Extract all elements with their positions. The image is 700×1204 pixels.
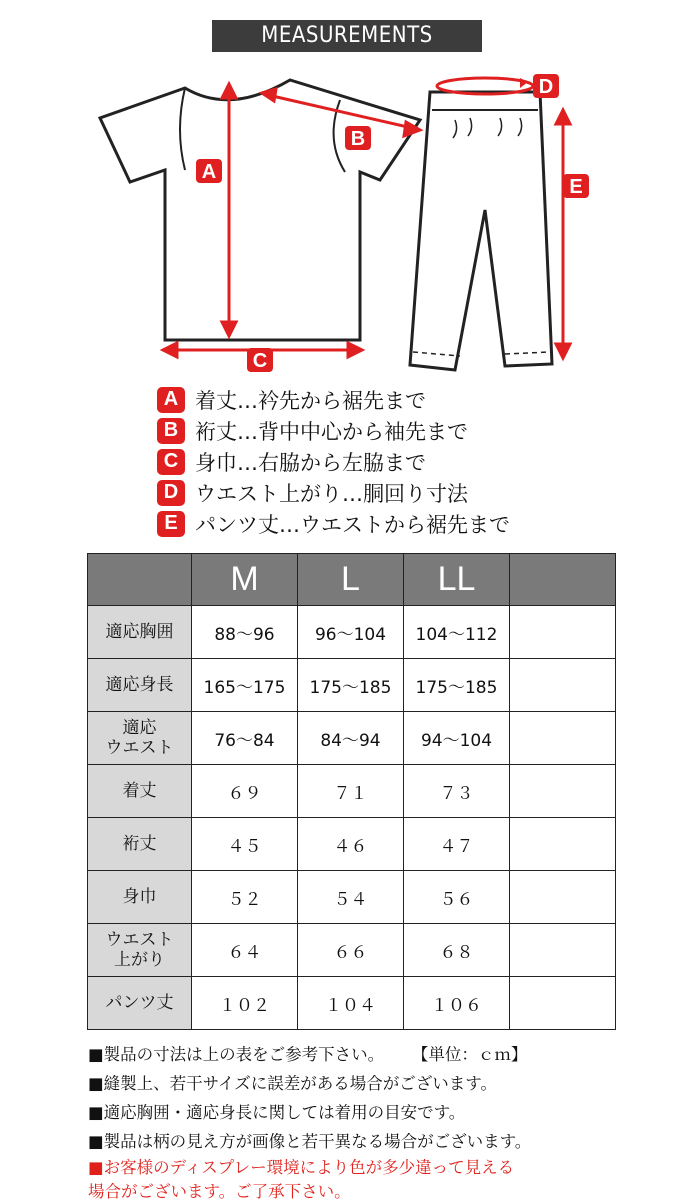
table-cell (510, 871, 616, 924)
size-col-blank (510, 554, 616, 606)
table-cell: ５６ (404, 871, 510, 924)
table-cell: 175～185 (298, 659, 404, 712)
note-display-color: ■お客様のディスプレー環境により色が多少違って見える (88, 1158, 515, 1177)
table-cell (510, 659, 616, 712)
size-col-l: L (298, 554, 404, 606)
legend-badge: D (157, 480, 185, 506)
table-cell: ４７ (404, 818, 510, 871)
table-cell: ５４ (298, 871, 404, 924)
table-cell: ６６ (298, 924, 404, 977)
legend-item-d (157, 477, 510, 508)
unit-label: 【単位：ｃｍ】 (420, 1045, 528, 1064)
legend-text: パンツ丈…ウエストから裾先まで (195, 512, 510, 537)
svg-text:A: A (201, 161, 217, 183)
table-cell: ６９ (192, 765, 298, 818)
note-display-color-2: 場合がございます。ご了承下さい。 (88, 1182, 351, 1201)
row-label: パンツ丈 (88, 977, 192, 1030)
row-label: 身巾 (88, 871, 192, 924)
table-cell: ４６ (298, 818, 404, 871)
svg-text:C: C (252, 350, 268, 372)
table-cell: 96～104 (298, 606, 404, 659)
svg-text:E: E (569, 176, 583, 198)
note-sewing: ■縫製上、若干サイズに誤差がある場合がございます。 (88, 1074, 497, 1093)
row-label: 適応身長 (88, 659, 192, 712)
table-cell: ６８ (404, 924, 510, 977)
marker-e (563, 174, 589, 198)
legend-item-c (157, 446, 510, 477)
table-cell: １０２ (192, 977, 298, 1030)
row-label: 適応 ウエスト (88, 712, 192, 765)
table-cell: ５２ (192, 871, 298, 924)
legend-text: 着丈…衿先から裾先まで (195, 388, 426, 413)
note-fit: ■適応胸囲・適応身長に関しては着用の目安です。 (88, 1103, 466, 1122)
legend-text: 身巾…右脇から左脇まで (195, 450, 426, 475)
table-cell (510, 712, 616, 765)
size-col-ll: LL (404, 554, 510, 606)
table-row (88, 606, 616, 659)
svg-text:B: B (350, 128, 366, 150)
pants-outline (410, 92, 552, 370)
marker-b (345, 126, 371, 150)
row-label: 着丈 (88, 765, 192, 818)
table-row (88, 765, 616, 818)
table-cell (510, 924, 616, 977)
marker-d (533, 74, 559, 98)
table-cell: 94～104 (404, 712, 510, 765)
table-cell (510, 818, 616, 871)
table-row (88, 712, 616, 765)
note-reference: ■製品の寸法は上の表をご参考下さい。 【単位：ｃｍ】 (88, 1045, 528, 1064)
table-cell: 165～175 (192, 659, 298, 712)
table-cell: １０６ (404, 977, 510, 1030)
svg-text:D: D (538, 76, 554, 98)
size-table (87, 553, 616, 1030)
table-row (88, 659, 616, 712)
garment-diagram (0, 60, 700, 380)
row-label: 適応胸囲 (88, 606, 192, 659)
notes (88, 1040, 531, 1204)
table-cell: ４５ (192, 818, 298, 871)
size-col-m: M (192, 554, 298, 606)
table-cell (510, 765, 616, 818)
table-row (88, 818, 616, 871)
table-cell: ６４ (192, 924, 298, 977)
table-cell: 175～185 (404, 659, 510, 712)
legend-text: 裄丈…背中中心から袖先まで (195, 419, 468, 444)
size-header-row (88, 554, 616, 606)
table-row (88, 977, 616, 1030)
table-row (88, 924, 616, 977)
measurements-header: MEASUREMENTS (212, 20, 482, 52)
legend-item-a (157, 384, 510, 415)
marker-a (196, 159, 222, 183)
table-cell: 84～94 (298, 712, 404, 765)
legend-badge: A (157, 387, 185, 413)
table-row (88, 871, 616, 924)
table-cell: １０４ (298, 977, 404, 1030)
legend-text: ウエスト上がり…胴回り寸法 (195, 481, 468, 506)
table-cell (510, 977, 616, 1030)
legend-badge: E (157, 511, 185, 537)
table-cell: 88～96 (192, 606, 298, 659)
table-cell: ７１ (298, 765, 404, 818)
legend-badge: B (157, 418, 185, 444)
table-cell: ７３ (404, 765, 510, 818)
row-label: 裄丈 (88, 818, 192, 871)
legend-item-e (157, 508, 510, 539)
table-cell (510, 606, 616, 659)
note-pattern: ■製品は柄の見え方が画像と若干異なる場合がございます。 (88, 1132, 532, 1151)
table-cell: 104～112 (404, 606, 510, 659)
legend-badge: C (157, 449, 185, 475)
marker-c (247, 348, 273, 372)
legend-item-b (157, 415, 510, 446)
row-label: ウエスト 上がり (88, 924, 192, 977)
measurement-legend (157, 384, 510, 539)
table-cell: 76～84 (192, 712, 298, 765)
corner-cell (88, 554, 192, 606)
